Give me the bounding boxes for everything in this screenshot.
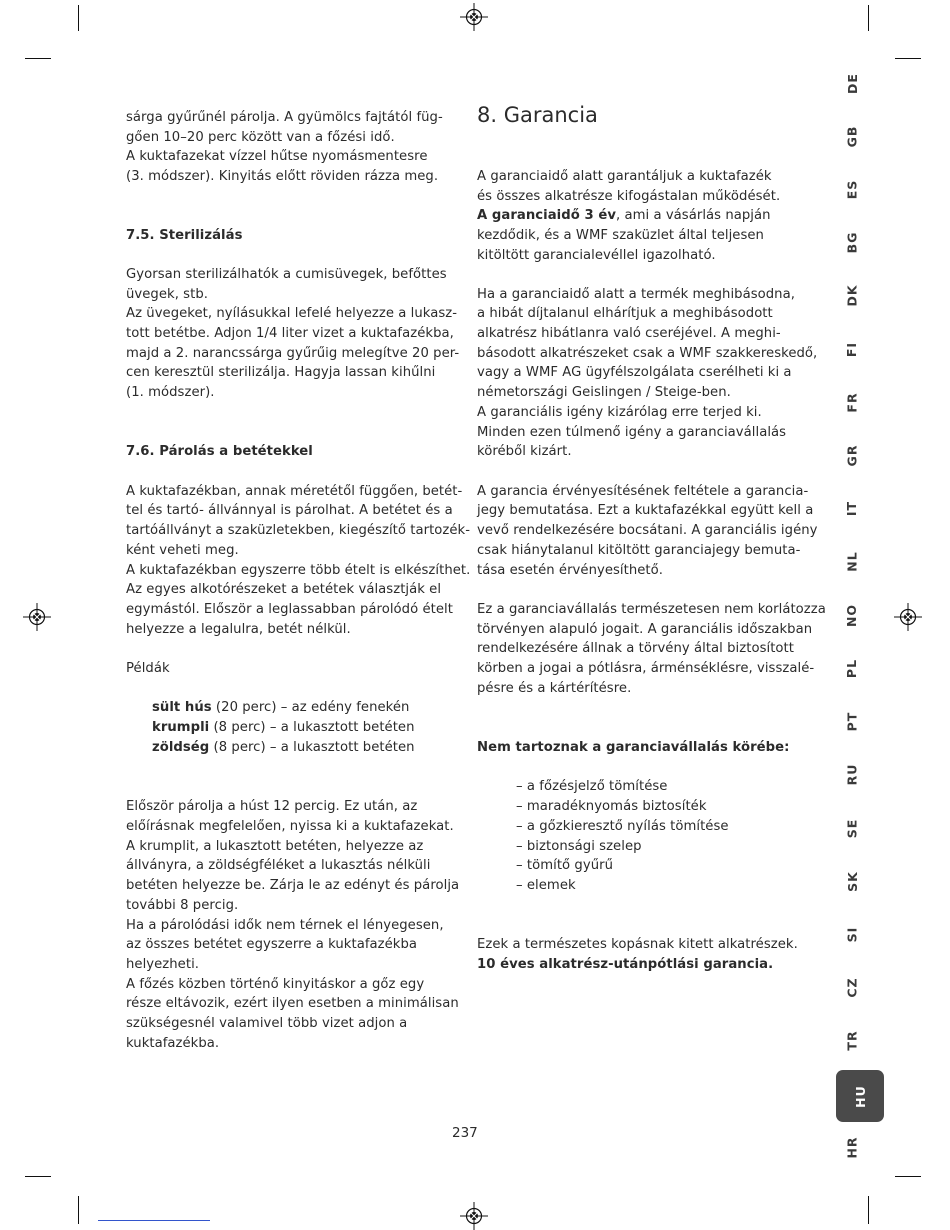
body-text-line: üvegek, stb. — [126, 287, 208, 302]
language-tab-label: TR — [844, 1029, 860, 1051]
body-text-line: csak hiánytalanul kitöltött garanciajegy bemuta- — [477, 543, 801, 558]
body-text-line: A főzés közben történő kinyitáskor a gőz egy — [126, 977, 425, 992]
warranty-period-rest: , ami a vásárlás napján — [615, 208, 771, 223]
language-tab-label: FR — [844, 391, 860, 413]
language-tab-label: DE — [844, 72, 860, 94]
example-food: krumpli — [152, 720, 210, 735]
body-text-line: előírásnak megfelelően, nyissa ki a kuktafazekat. — [126, 819, 454, 834]
body-text-line: básodott alkatrészeket csak a WMF szakkereskedő, — [477, 346, 818, 361]
language-tab-pt[interactable] — [836, 701, 868, 741]
crop-mark — [868, 1196, 869, 1224]
example-detail: (8 perc) – a lukasztott betéten — [209, 740, 415, 755]
language-tab-label: CZ — [844, 976, 860, 998]
language-tab-se[interactable] — [836, 808, 868, 848]
body-text-line: Ez a garanciavállalás természetesen nem korlátozza — [477, 602, 826, 617]
language-tab-label: SE — [844, 818, 860, 838]
body-text-line: A kuktafazekat vízzel hűtse nyomásmentesre — [126, 149, 428, 164]
body-text-line: szükségesnél valamivel több vizet adjon a — [126, 1016, 408, 1031]
crop-mark — [78, 1196, 79, 1224]
section-heading: 7.6. Párolás a betétekkel — [126, 444, 313, 459]
language-tab-it[interactable] — [836, 488, 868, 528]
body-text-line: pésre és a kártérítésre. — [477, 681, 632, 696]
language-tab-label: BG — [844, 231, 860, 253]
body-text-line: rendelkezésére állnak a törvény által biztosított — [477, 641, 794, 656]
list-item: – biztonsági szelep — [516, 839, 642, 854]
body-text-line: köréből kizárt. — [477, 444, 572, 459]
example-item — [152, 698, 409, 718]
body-text-line: törvényen alapuló jogait. A garanciális időszakban — [477, 622, 813, 637]
body-text-line: Minden ezen túlmenő igény a garanciavállalás — [477, 425, 787, 440]
language-tab-cz[interactable] — [836, 967, 868, 1007]
body-text-line: A garanciális igény kizárólag erre terjed ki. — [477, 405, 762, 420]
body-text-line: egymástól. Először a leglassabban párolódó ételt — [126, 602, 453, 617]
body-text-line: körben a jogai a pótlásra, árménséklésre, visszalé- — [477, 661, 815, 676]
page-number: 237 — [452, 1125, 478, 1141]
language-tab-label: GB — [844, 125, 860, 147]
example-item — [152, 718, 415, 738]
examples-label: Példák — [126, 661, 170, 676]
body-text-line: németországi Geislingen / Steige-ben. — [477, 385, 731, 400]
body-text-line: vevő rendelkezésére bocsátani. A garanciális igény — [477, 523, 818, 538]
body-text-line: ként veheti meg. — [126, 543, 239, 558]
language-tab-gb[interactable] — [836, 116, 868, 156]
language-tab-tr[interactable] — [836, 1020, 868, 1060]
body-text-line: jegy bemutatása. Ezt a kuktafazékkal együtt kell a — [477, 503, 814, 518]
body-text-line: Gyorsan sterilizálhatók a cumisüvegek, befőttes — [126, 267, 447, 282]
body-text-line: kitöltött garancialevéllel igazolható. — [477, 248, 716, 263]
language-tab-es[interactable] — [836, 169, 868, 209]
body-text-line: helyezze a legalulra, betét nélkül. — [126, 622, 351, 637]
example-food: sült hús — [152, 700, 212, 715]
body-text-line: A kuktafazékban, annak méretétől függően, betét- — [126, 484, 463, 499]
body-text-line: és összes alkatrésze kifogástalan működését. — [477, 189, 781, 204]
language-tab-dk[interactable] — [836, 275, 868, 315]
body-text-line: tel és tartó- állvánnyal is párolhat. A betétet és a — [126, 503, 453, 518]
body-text-line: tott betétbe. Adjon 1/4 liter vizet a kuktafazékba, — [126, 326, 454, 341]
language-tab-label: SK — [844, 870, 860, 892]
example-food: zöldség — [152, 740, 210, 755]
body-text-line — [477, 206, 771, 226]
section-heading: 7.5. Sterilizálás — [126, 228, 243, 243]
crop-mark — [25, 58, 51, 59]
body-text-line: Ezek a természetes kopásnak kitett alkatrészek. — [477, 937, 798, 952]
body-text-line: tartóállványt a szaküzletekben, kiegészítő tartozék- — [126, 523, 471, 538]
language-tab-label: ES — [844, 179, 860, 199]
language-tab-label: PL — [844, 658, 860, 678]
body-text-line: az összes betétet egyszerre a kuktafazékba — [126, 937, 418, 952]
list-item: – a főzésjelző tömítése — [516, 779, 668, 794]
body-text-line: A krumplit, a lukasztott betéten, helyezze az — [126, 839, 424, 854]
language-tab-label: PT — [844, 711, 860, 731]
language-tab-hu[interactable] — [836, 1070, 884, 1122]
language-tab-label: RU — [844, 763, 860, 785]
body-text-line: sárga gyűrűnél párolja. A gyümölcs fajtától füg- — [126, 110, 443, 125]
language-tab-label: GR — [844, 444, 860, 466]
body-text-line: vagy a WMF AG ügyfélszolgálata cserélheti ki a — [477, 365, 792, 380]
language-tab-label: DK — [844, 283, 860, 307]
example-detail: (8 perc) – a lukasztott betéten — [209, 720, 415, 735]
crop-mark — [868, 5, 869, 31]
language-tab-de[interactable] — [836, 63, 868, 103]
language-tab-fr[interactable] — [836, 382, 868, 422]
body-text-line: A garanciaidő alatt garantáljuk a kuktafazék — [477, 169, 772, 184]
body-text-line: Ha a garanciaidő alatt a termék meghibásodna, — [477, 287, 795, 302]
language-tab-label: NO — [844, 603, 860, 627]
spare-parts-guarantee: 10 éves alkatrész-utánpótlási garancia. — [477, 957, 774, 972]
body-text-line: további 8 percig. — [126, 898, 239, 913]
language-tab-label: NL — [844, 550, 860, 572]
language-tab-si[interactable] — [836, 914, 868, 954]
registration-mark-icon — [23, 603, 51, 631]
body-text-line: alkatrész hibátlanra való cseréjével. A meghi- — [477, 326, 781, 341]
registration-mark-icon — [460, 1202, 488, 1230]
language-tab-label: SI — [844, 926, 860, 942]
section-heading: Nem tartoznak a garanciavállalás körébe: — [477, 740, 790, 755]
bottom-underline — [98, 1220, 210, 1221]
body-text-line: Az üvegeket, nyílásukkal lefelé helyezze a lukasz- — [126, 306, 458, 321]
language-tab-bg[interactable] — [836, 222, 868, 262]
example-item — [152, 738, 415, 758]
language-tab-sk[interactable] — [836, 861, 868, 901]
list-item: – elemek — [516, 878, 576, 893]
body-text-line: állványra, a zöldségféléket a lukasztás nélküli — [126, 858, 431, 873]
language-tab-nl[interactable] — [836, 541, 868, 581]
registration-mark-icon — [460, 3, 488, 31]
language-tab-fi[interactable] — [836, 329, 868, 369]
body-text-line: Ha a párolódási idők nem térnek el lényegesen, — [126, 918, 444, 933]
crop-mark — [25, 1176, 51, 1177]
language-tab-label: FI — [844, 341, 860, 357]
body-text-line: Az egyes alkotórészeket a betétek választják el — [126, 582, 442, 597]
crop-mark — [895, 58, 921, 59]
body-text-line: helyezheti. — [126, 957, 200, 972]
body-text-line: A garancia érvényesítésének feltétele a garancia- — [477, 484, 809, 499]
body-text-line: tása esetén érvényesíthető. — [477, 563, 664, 578]
language-tab-gr[interactable] — [836, 435, 868, 475]
list-item: – tömítő gyűrű — [516, 858, 613, 873]
body-text-line: majd a 2. narancssárga gyűrűig melegítve 20 per- — [126, 346, 460, 361]
language-tab-label: HU — [852, 1084, 868, 1108]
body-text-line: része eltávozik, ezért ilyen esetben a minimálisan — [126, 996, 459, 1011]
list-item: – a gőzkieresztő nyílás tömítése — [516, 819, 729, 834]
body-text-line: A kuktafazékban egyszerre több ételt is elkészíthet. — [126, 563, 471, 578]
page-title: 8. Garancia — [477, 103, 598, 127]
crop-mark — [78, 5, 79, 31]
body-text-line: Először párolja a húst 12 percig. Ez után, az — [126, 799, 418, 814]
registration-mark-icon — [894, 603, 922, 631]
language-tab-label: HR — [844, 1135, 860, 1159]
crop-mark — [895, 1176, 921, 1177]
example-detail: (20 perc) – az edény fenekén — [211, 700, 410, 715]
body-text-line: gően 10–20 perc között van a főzési idő. — [126, 130, 395, 145]
body-text-line: (3. módszer). Kinyitás előtt röviden rázza meg. — [126, 169, 439, 184]
language-tab-no[interactable] — [836, 595, 868, 635]
body-text-line: cen keresztül sterilizálja. Hagyja lassan kihűlni — [126, 365, 436, 380]
warranty-period: A garanciaidő 3 év — [477, 208, 616, 223]
body-text-line: a hibát díjtalanul elhárítjuk a meghibásodott — [477, 306, 773, 321]
language-tab-label: IT — [844, 500, 860, 516]
language-tab-pl[interactable] — [836, 648, 868, 688]
language-tab-hr[interactable] — [836, 1127, 868, 1167]
body-text-line: kezdődik, és a WMF szaküzlet által teljesen — [477, 228, 764, 243]
body-text-line: kuktafazékba. — [126, 1036, 220, 1051]
list-item: – maradéknyomás biztosíték — [516, 799, 707, 814]
body-text-line: betéten helyezze be. Zárja le az edényt és párolja — [126, 878, 460, 893]
language-tab-ru[interactable] — [836, 754, 868, 794]
body-text-line: (1. módszer). — [126, 385, 215, 400]
